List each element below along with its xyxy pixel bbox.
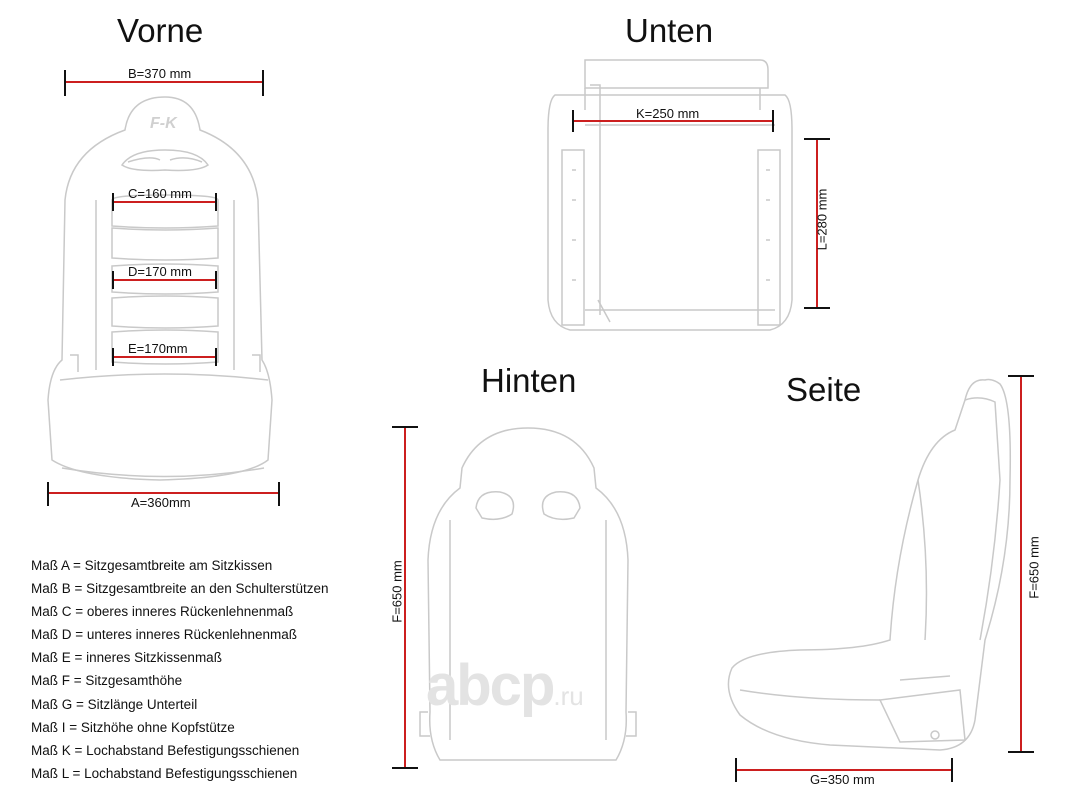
watermark xyxy=(426,652,584,719)
legend-item: Maß D = unteres inneres Rückenlehnenmaß xyxy=(31,627,298,643)
dim-label-f-side: F=650 mm xyxy=(1026,536,1042,599)
legend-item: Maß E = inneres Sitzkissenmaß xyxy=(31,650,222,666)
legend-item: Maß L = Lochabstand Befestigungsschienen xyxy=(31,765,298,781)
front-seat-drawing xyxy=(48,97,272,480)
dim-label-f-back: F=650 mm xyxy=(389,560,405,623)
dim-label-a: A=360mm xyxy=(131,495,191,510)
view-title-bottom: Unten xyxy=(625,12,714,49)
dim-label-k: K=250 mm xyxy=(636,106,700,121)
legend-item: Maß I = Sitzhöhe ohne Kopfstütze xyxy=(31,719,235,735)
view-title-side: Seite xyxy=(786,371,862,408)
legend-item: Maß C = oberes inneres Rückenlehnenmaß xyxy=(31,604,294,620)
seat-logo: F-K xyxy=(150,115,177,132)
bottom-frame-drawing xyxy=(548,60,792,330)
watermark-suffix: .ru xyxy=(553,681,584,711)
legend xyxy=(31,554,329,785)
legend-item: Maß K = Lochabstand Befestigungsschienen xyxy=(31,742,300,758)
side-seat-drawing xyxy=(728,380,1010,751)
view-title-front: Vorne xyxy=(117,12,204,49)
legend-item: Maß B = Sitzgesamtbreite an den Schulterstützen xyxy=(31,581,329,597)
dim-label-c: C=160 mm xyxy=(128,186,192,201)
legend-item: Maß G = Sitzlänge Unterteil xyxy=(31,696,198,712)
dim-label-g: G=350 mm xyxy=(810,772,875,787)
watermark-main: abcp xyxy=(426,653,554,718)
dim-label-b: B=370 mm xyxy=(128,66,192,81)
legend-item: Maß A = Sitzgesamtbreite am Sitzkissen xyxy=(31,558,273,573)
dim-label-d: D=170 mm xyxy=(128,264,192,279)
view-title-back: Hinten xyxy=(481,362,577,399)
dim-label-e: E=170mm xyxy=(128,341,188,356)
legend-item: Maß F = Sitzgesamthöhe xyxy=(31,673,183,689)
dim-label-l: L=280 mm xyxy=(814,188,830,251)
